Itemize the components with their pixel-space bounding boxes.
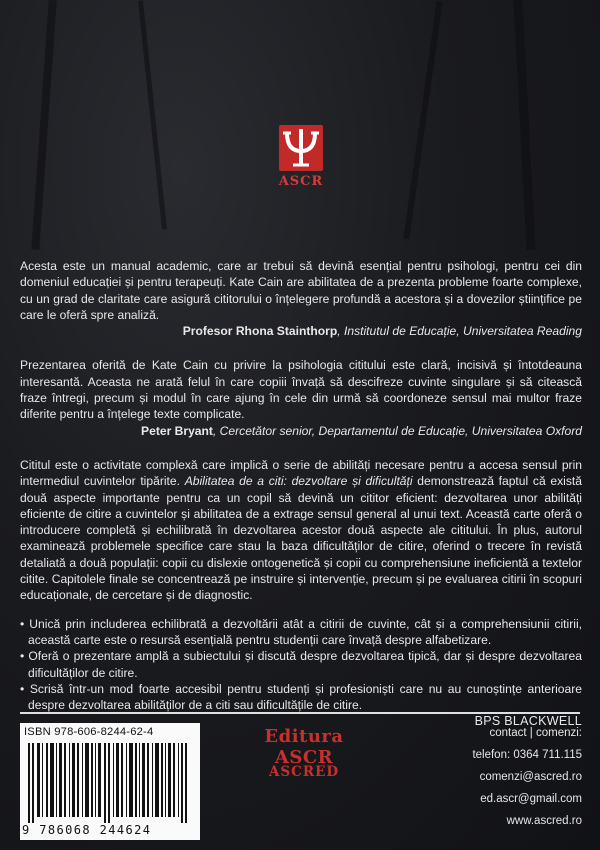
review-quote-2: Prezentarea oferită de Kate Cain cu privire la psihologia cititului este clară, incisivă și întotdeauna interesantă. Aceasta ne arată felul în care copiii învață să descifreze cuvinte singulare și să citească fraze întregi, precum și modul în care ajung în cele din urmă să coordoneze sensul mai multor fraze diferite pentru a înțelege texte complicate. — [20, 358, 582, 422]
logo-label: ASCR — [278, 174, 324, 189]
reviewer-name: Profesor Rhona Stainthorp — [182, 324, 338, 339]
book-description — [20, 457, 582, 604]
barcode-icon — [28, 743, 192, 823]
back-cover-text — [20, 258, 582, 730]
reviewer-affiliation: , Cercetător senior, Departamentul de Educație, Universitatea Oxford — [212, 423, 582, 438]
description-text: Cititul este o activitate complexă care implică o serie de abilități necesare pentru a accesa sensul prin intermediul cuvintelor tipărite. — [20, 457, 582, 489]
psi-logo-icon — [279, 125, 323, 171]
isbn-barcode — [20, 723, 200, 840]
reviewer-affiliation: , Institutul de Educație, Universitatea Reading — [337, 324, 582, 339]
publisher-name: Editura ASCR — [264, 726, 344, 768]
feature-bullet: • Oferă o prezentare amplă a subiectului și discută despre dezvoltarea tipică, dar și despre dezvoltarea dificultăților de citire. — [20, 649, 582, 680]
tree-silhouette — [31, 0, 56, 250]
tree-silhouette — [138, 0, 167, 229]
tree-silhouette — [403, 1, 442, 239]
review-attribution-1 — [20, 323, 582, 339]
isbn-number: ISBN 978-606-8244-62-4 — [24, 726, 154, 738]
contact-email: ed.ascr@gmail.com — [480, 793, 582, 805]
tree-silhouette — [513, 0, 535, 250]
publisher-imprint: ASCRED — [268, 764, 340, 780]
book-title: Abilitatea de a citi: dezvoltare și dificultăți — [184, 474, 413, 489]
original-publisher: BPS BLACKWELL — [474, 714, 582, 729]
reviewer-name: Peter Bryant — [141, 423, 213, 438]
description-text: demonstrează faptul că există două aspecte importante pentru ca un copil să devină un cititor eficient: dezvoltarea unor abilități eficiente de citire a cuvintelor și abilitatea de a extrage sensul general al unui text. Această carte oferă o introducere completă și echilibrată în dezvoltarea acestor două aspecte ale cititului. În plus, autorul examinează problemele specifice care stau la baza dificultăților de citire, oferind o trecere în revistă detaliată a două populații: copii cu dislexie ontogenetică și copii cu comprehensiune ineficientă a textelor citite. Capitolele finale se concentrează pe instruire și intervenție, precum și pe evaluarea citirii în scopuri educaționale, de cercetare și de diagnostic. — [20, 474, 582, 603]
review-quote-1: Acesta este un manual academic, care ar trebui să devină esențial pentru psihologi, pentru cei din domeniul educației și pentru terapeuți. Kate Cain are abilitatea de a prezenta probleme foarte complexe, cu un grad de claritate care asigură cititorului o înțelegere profundă a acestora și a dovezilor științifice pe care le oferă spre analiză. — [20, 259, 582, 322]
contact-website: www.ascred.ro — [506, 815, 582, 827]
feature-bullet: • Unică prin includerea echilibrată a dezvoltării atât a citirii de cuvinte, cât și a comprehensiunii citirii, această carte este o resursă esențială pentru studenții care învață despre alfabetizare. — [20, 616, 582, 647]
contact-heading: contact | comenzi: — [489, 727, 582, 739]
ean-number: 9 786068 244624 — [22, 823, 152, 837]
ascr-logo — [276, 125, 326, 193]
review-attribution-2 — [20, 423, 582, 439]
footer-divider — [20, 712, 580, 714]
contact-phone: telefon: 0364 711.115 — [472, 749, 582, 761]
feature-bullet: • Scrisă într-un mod foarte accesibil pentru studenți și profesioniști care nu au cunoștințe anterioare despre dezvoltarea abilităților de a citi sau dificultățile de citire. — [20, 681, 582, 713]
contact-block — [412, 722, 582, 832]
contact-email: comenzi@ascred.ro — [479, 771, 582, 783]
